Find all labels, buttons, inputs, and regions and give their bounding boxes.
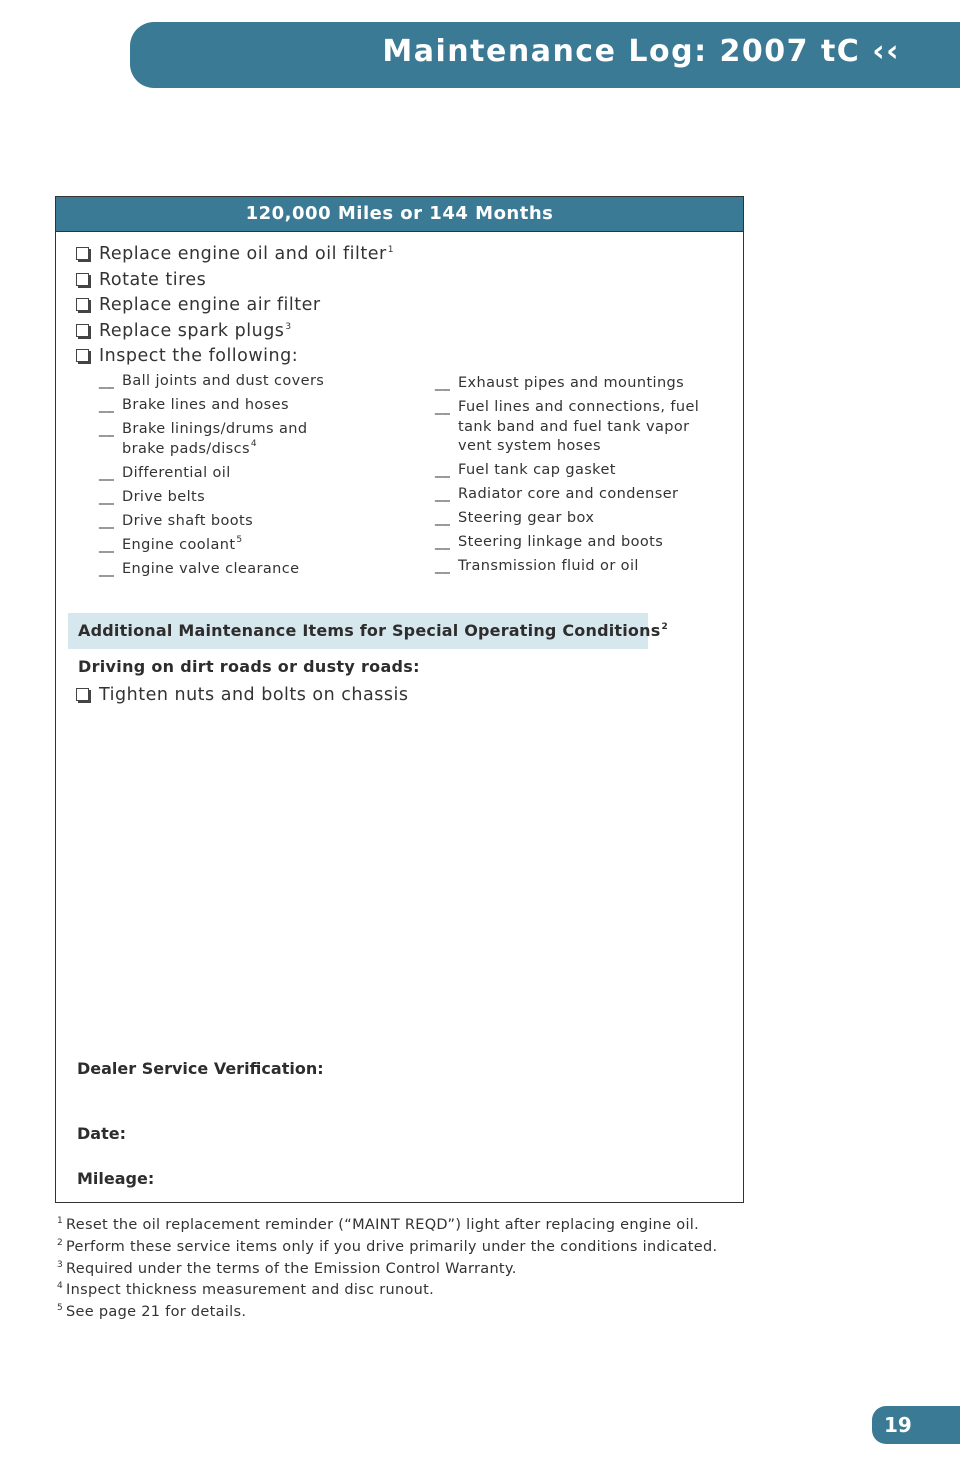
footnote-ref: 4 bbox=[250, 438, 258, 449]
task-item[interactable] bbox=[76, 293, 394, 319]
checkline-blank[interactable]: __ bbox=[435, 486, 451, 502]
checkbox-icon[interactable] bbox=[76, 298, 89, 311]
inspect-item[interactable] bbox=[435, 461, 735, 481]
checkline-blank[interactable]: __ bbox=[99, 397, 115, 413]
footnote: $^3$ Required under the terms of the Emission Control Warranty. bbox=[57, 1259, 517, 1277]
inspect-item[interactable] bbox=[99, 512, 399, 532]
inspect-item[interactable] bbox=[435, 374, 735, 394]
inspect-list-left bbox=[99, 372, 399, 584]
footnote-ref: 5 bbox=[236, 534, 243, 545]
inspect-item-label: Brake lines and hoses bbox=[122, 397, 289, 413]
inspect-item-label-cont: brake pads/discs bbox=[122, 440, 250, 457]
inspect-item[interactable] bbox=[435, 533, 735, 553]
task-item[interactable] bbox=[76, 319, 394, 345]
inspect-item-label: Drive belts bbox=[122, 488, 206, 505]
checkline-blank[interactable]: __ bbox=[99, 536, 115, 553]
inspect-item[interactable] bbox=[435, 557, 735, 577]
footnote: $^4$ Inspect thickness measurement and disc runout. bbox=[57, 1281, 435, 1299]
checkbox-icon[interactable] bbox=[76, 247, 89, 260]
checkline-blank[interactable]: __ bbox=[99, 373, 115, 389]
special-task-item[interactable] bbox=[76, 685, 408, 705]
inspect-item-label: Exhaust pipes and mountings bbox=[458, 375, 685, 391]
inspect-item-label: Fuel lines and connections, fuel bbox=[458, 399, 700, 415]
task-label: Inspect the following: bbox=[99, 346, 299, 366]
task-item[interactable] bbox=[76, 344, 394, 370]
task-label: Replace engine air filter bbox=[99, 295, 321, 315]
inspect-item-label: Drive shaft boots bbox=[122, 512, 254, 529]
maintenance-box bbox=[55, 196, 744, 1203]
checkline-blank[interactable]: __ bbox=[99, 464, 115, 481]
inspect-item[interactable] bbox=[99, 464, 399, 484]
checkbox-icon[interactable] bbox=[76, 688, 89, 701]
footnote: $^1$ Reset the oil replacement reminder (“MAINT REQD”) light after replacing engine oil. bbox=[57, 1216, 700, 1233]
inspect-item[interactable] bbox=[435, 509, 735, 529]
inspect-item-label: Fuel tank cap gasket bbox=[458, 462, 616, 478]
task-list bbox=[76, 242, 394, 370]
task-label: Rotate tires bbox=[99, 269, 207, 290]
checkline-blank[interactable]: __ bbox=[435, 399, 451, 415]
inspect-item-label: Engine valve clearance bbox=[122, 560, 300, 577]
task-item[interactable] bbox=[76, 268, 394, 294]
inspect-item-label: Steering linkage and boots bbox=[458, 534, 664, 550]
inspect-item[interactable] bbox=[99, 420, 399, 459]
checkline-blank[interactable]: __ bbox=[99, 488, 115, 505]
inspect-item-label: Ball joints and dust covers bbox=[122, 373, 325, 389]
condition-label: Driving on dirt roads or dusty roads: bbox=[78, 657, 420, 676]
inspect-item-label: Transmission fluid or oil bbox=[458, 558, 639, 574]
date-label: Date: bbox=[77, 1124, 126, 1143]
inspect-item-label: Differential oil bbox=[122, 464, 231, 481]
inspect-item[interactable] bbox=[99, 488, 399, 508]
inspect-item[interactable] bbox=[435, 398, 735, 457]
page-title: Maintenance Log: 2007 tC ‹‹ bbox=[382, 34, 900, 69]
page-number: 19 bbox=[872, 1406, 960, 1444]
inspect-item-label: Engine coolant bbox=[122, 536, 236, 553]
checkbox-icon[interactable] bbox=[76, 349, 89, 362]
checkline-blank[interactable]: __ bbox=[435, 375, 451, 391]
footnote: $^2$ Perform these service items only if you drive primarily under the conditions indicated. bbox=[57, 1237, 718, 1255]
special-conditions-heading: Additional Maintenance Items for Special Operating Conditions$^2$ bbox=[68, 613, 648, 649]
checkline-blank[interactable]: __ bbox=[99, 421, 115, 437]
inspect-item[interactable] bbox=[99, 396, 399, 416]
inspect-list-right bbox=[435, 374, 735, 581]
checkline-blank[interactable]: __ bbox=[435, 510, 451, 526]
task-label: Tighten nuts and bolts on chassis bbox=[99, 685, 409, 705]
task-item[interactable] bbox=[76, 242, 394, 268]
inspect-item[interactable] bbox=[99, 372, 399, 392]
footnote-ref: 2 bbox=[661, 622, 668, 632]
interval-heading: 120,000 Miles or 144 Months bbox=[56, 197, 743, 232]
checkline-blank[interactable]: __ bbox=[99, 512, 115, 529]
checkline-blank[interactable]: __ bbox=[435, 534, 451, 550]
task-label: Replace engine oil and oil filter bbox=[99, 244, 387, 264]
footnote: $^5$ See page 21 for details. bbox=[57, 1303, 247, 1321]
inspect-item[interactable] bbox=[435, 485, 735, 505]
inspect-item[interactable] bbox=[99, 536, 399, 556]
inspect-item-label-cont: tank band and fuel tank vapor vent system hoses bbox=[458, 418, 690, 454]
inspect-item-label: Brake linings/drums and bbox=[122, 421, 308, 437]
inspect-item-label: Steering gear box bbox=[458, 510, 595, 526]
footnote-ref: 1 bbox=[387, 245, 394, 255]
footnote-ref: 3 bbox=[285, 321, 292, 332]
checkbox-icon[interactable] bbox=[76, 273, 89, 286]
mileage-label: Mileage: bbox=[77, 1169, 155, 1188]
task-label: Replace spark plugs bbox=[99, 320, 285, 341]
checkline-blank[interactable]: __ bbox=[99, 560, 115, 577]
inspect-item[interactable] bbox=[99, 560, 399, 580]
inspect-item-label: Radiator core and condenser bbox=[458, 486, 679, 502]
checkline-blank[interactable]: __ bbox=[435, 462, 451, 478]
header-bar bbox=[130, 22, 960, 88]
checkline-blank[interactable]: __ bbox=[435, 558, 451, 574]
checkbox-icon[interactable] bbox=[76, 324, 89, 337]
dealer-verification-label: Dealer Service Verification: bbox=[77, 1059, 324, 1078]
footnotes bbox=[56, 1215, 717, 1324]
